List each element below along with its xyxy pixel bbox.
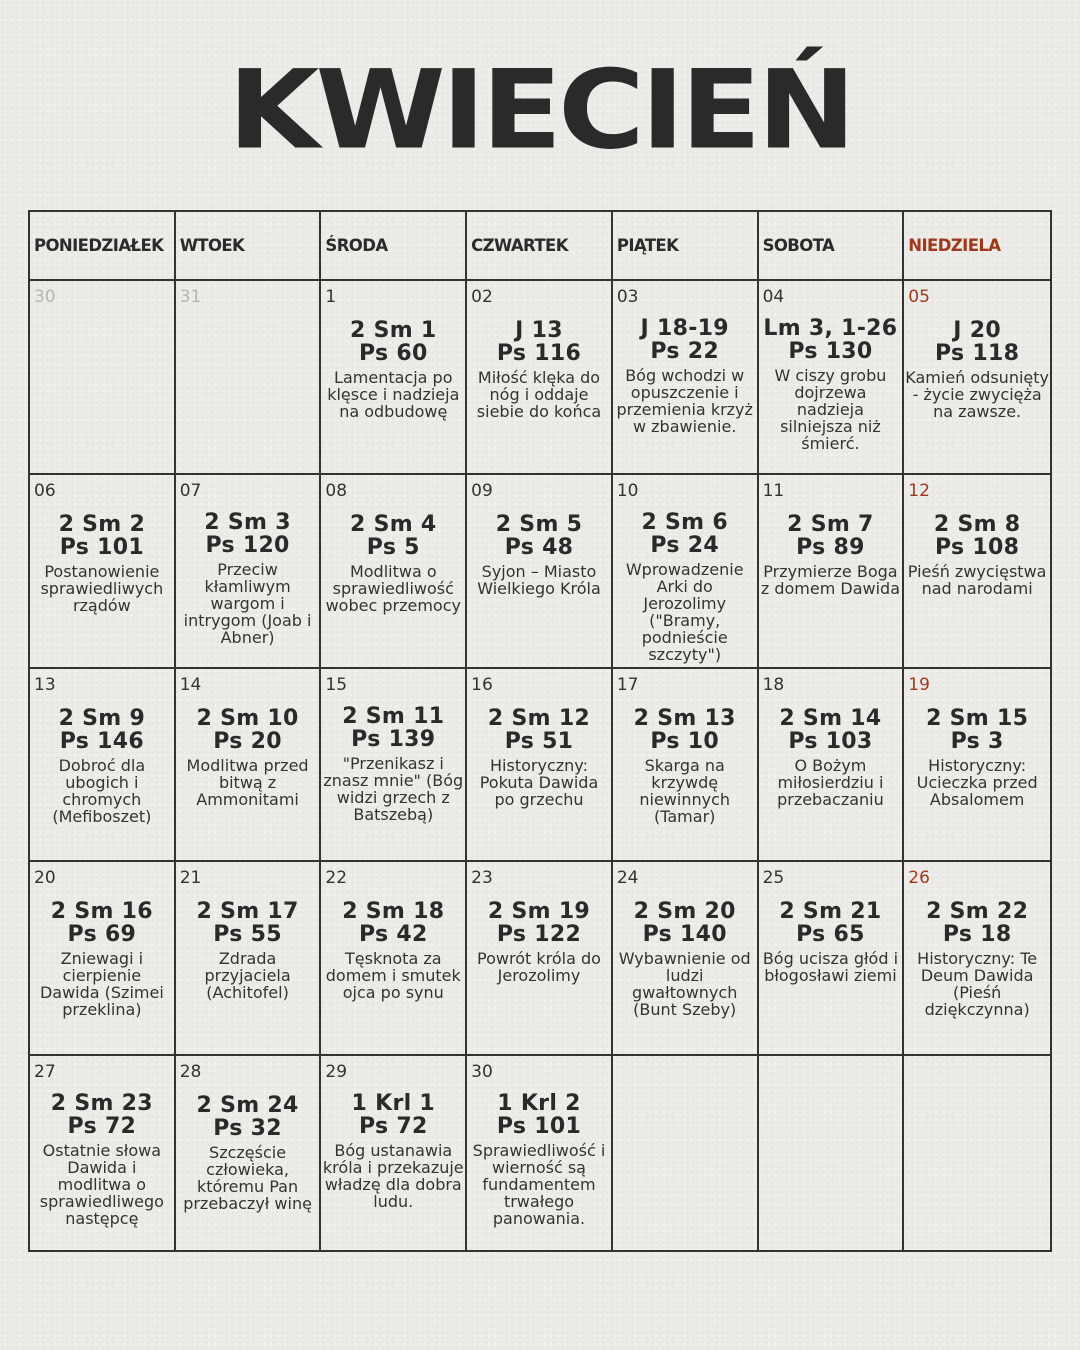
reading-book: 2 Sm 1: [350, 318, 437, 343]
reading-block: [176, 900, 320, 1001]
reading-block: [759, 707, 903, 808]
day-number: 23: [471, 868, 493, 889]
reading-description: Pieśń zwycięstwa nad narodami: [907, 561, 1047, 598]
weekday-header: ŚRODA: [321, 212, 467, 281]
weekday-header: WTOEK: [176, 212, 322, 281]
reading-book: 2 Sm 8: [933, 511, 1021, 537]
day-cell: [30, 281, 176, 475]
reading-psalm: Ps 140: [642, 922, 727, 948]
reading-book: 2 Sm 7: [787, 511, 874, 537]
reading-description: Sprawiedliwość i wierność są fundamentem trwałego panowania.: [472, 1141, 606, 1229]
reading-description: Kamień odsunięty - życie zwycięża na zawsze.: [905, 368, 1049, 421]
day-number: 22: [325, 868, 348, 889]
reading-block: [30, 707, 174, 825]
day-number: 11: [762, 480, 785, 501]
reading-book: 2 Sm 2: [58, 511, 146, 537]
day-cell: [613, 669, 759, 863]
reading-block: [176, 1094, 320, 1212]
reading-block: [904, 513, 1050, 597]
day-number: 15: [325, 674, 348, 695]
reading-block: [176, 511, 320, 646]
reading-book: 2 Sm 10: [196, 705, 299, 731]
day-number: 05: [908, 287, 930, 307]
reading-description: Historyczny: Ucieczka przed Absalomem: [916, 755, 1038, 809]
reading-book: 2 Sm 17: [196, 899, 299, 925]
reading-book: 2 Sm 19: [487, 899, 591, 925]
reading-block: [321, 705, 465, 823]
reading-block: [467, 513, 611, 597]
day-number: 1: [325, 287, 337, 307]
reading-book: 2 Sm 22: [926, 899, 1029, 925]
reading-psalm: Ps 139: [351, 726, 436, 752]
reading-block: [904, 900, 1050, 1018]
reading-description: Przymierze Boga z domem Dawida: [760, 561, 900, 598]
day-number: 30: [34, 287, 56, 307]
day-number: 27: [34, 1062, 56, 1083]
day-number: 02: [471, 287, 493, 307]
day-cell: [467, 669, 613, 863]
reading-book: 2 Sm 14: [779, 705, 882, 731]
day-number: 09: [471, 480, 493, 501]
reading-description: "Przenikasz i znasz mnie" (Bóg widzi grzech z Batszebą): [323, 753, 464, 824]
reading-psalm: Ps 20: [213, 728, 282, 754]
reading-book: 2 Sm 9: [58, 705, 146, 731]
day-number: 21: [179, 868, 202, 889]
empty-cell: [759, 1056, 905, 1250]
day-cell: [759, 475, 905, 669]
reading-psalm: Ps 18: [942, 922, 1012, 948]
reading-book: 1 Krl 1: [351, 1091, 436, 1117]
day-number: 18: [762, 674, 785, 695]
day-cell: [30, 669, 176, 863]
reading-block: [613, 707, 757, 825]
day-cell: [904, 281, 1050, 475]
reading-psalm: Ps 72: [358, 1114, 428, 1140]
day-cell: [467, 862, 613, 1056]
reading-block: [759, 317, 903, 452]
reading-book: 1 Krl 2: [497, 1091, 581, 1117]
day-cell: [321, 669, 467, 863]
reading-description: Wprowadzenie Arki do Jerozolimy ("Bramy, podnieście szczyty"): [625, 559, 744, 664]
reading-book: 2 Sm 6: [641, 509, 728, 535]
reading-psalm: Ps 69: [67, 922, 137, 948]
reading-psalm: Ps 101: [59, 534, 144, 560]
day-cell: [904, 862, 1050, 1056]
reading-description: Ostatnie słowa Dawida i modlitwa o sprawiedliwego następcę: [39, 1141, 164, 1229]
reading-book: J 20: [953, 318, 1001, 343]
reading-psalm: Ps 101: [496, 1114, 582, 1140]
reading-block: [467, 900, 611, 984]
reading-psalm: Ps 51: [504, 728, 574, 754]
reading-description: Bóg wchodzi w opuszczenie i przemienia krzyż w zbawienie.: [616, 366, 753, 436]
reading-description: Bóg ustanawia króla i przekazuje władzę dla dobra ludu.: [322, 1141, 464, 1212]
reading-psalm: Ps 22: [650, 339, 719, 364]
day-cell: [30, 862, 176, 1056]
day-cell: [176, 475, 322, 669]
reading-description: Bóg ucisza głód i błogosławi ziemi: [762, 949, 899, 986]
day-number: 25: [762, 868, 785, 889]
reading-book: 2 Sm 4: [350, 511, 437, 537]
reading-psalm: Ps 120: [205, 532, 290, 558]
day-number: 06: [34, 480, 56, 501]
reading-book: J 13: [515, 318, 563, 343]
day-cell: [176, 281, 322, 475]
day-cell: [759, 669, 905, 863]
reading-book: 2 Sm 21: [779, 899, 882, 925]
reading-book: 2 Sm 11: [342, 703, 445, 729]
weekday-header: PIĄTEK: [613, 212, 759, 281]
reading-block: [30, 900, 174, 1018]
day-number: 29: [325, 1062, 348, 1083]
day-cell: [467, 281, 613, 475]
reading-psalm: Ps 103: [788, 728, 873, 754]
reading-description: Modlitwa przed bitwą z Ammonitami: [186, 755, 309, 809]
reading-book: 2 Sm 3: [204, 509, 291, 535]
day-cell: [467, 475, 613, 669]
reading-book: 2 Sm 23: [50, 1091, 153, 1117]
reading-block: [613, 900, 757, 1018]
reading-block: [321, 513, 465, 614]
reading-psalm: Ps 60: [358, 341, 428, 366]
reading-book: 2 Sm 13: [633, 705, 736, 731]
weekday-header: PONIEDZIAŁEK: [30, 212, 176, 281]
reading-book: 2 Sm 20: [633, 899, 736, 925]
reading-psalm: Ps 65: [796, 922, 865, 948]
reading-block: [321, 319, 465, 420]
reading-description: Wybawnienie od ludzi gwałtownych (Bunt Szeby): [618, 949, 751, 1020]
reading-description: Postanowienie sprawiedliwych rządów: [40, 561, 164, 615]
reading-description: Zdrada przyjaciela (Achitofel): [204, 949, 291, 1003]
day-cell: [904, 669, 1050, 863]
reading-description: Dobroć dla ubogich i chromych (Mefiboszet): [52, 755, 152, 826]
reading-block: [904, 707, 1050, 808]
reading-psalm: Ps 122: [496, 922, 582, 948]
day-number: 19: [908, 674, 930, 695]
reading-psalm: Ps 89: [796, 534, 865, 560]
day-cell: [613, 281, 759, 475]
reading-block: [321, 1092, 465, 1210]
reading-block: [30, 1092, 174, 1227]
reading-description: O Bożym miłosierdziu i przebaczaniu: [777, 755, 884, 809]
day-number: 07: [179, 480, 202, 501]
reading-description: Lamentacja po klęsce i nadzieja na odbudowę: [327, 368, 460, 421]
reading-block: [759, 900, 903, 984]
reading-block: [467, 707, 611, 808]
day-number: 24: [616, 868, 639, 889]
reading-book: 2 Sm 24: [196, 1093, 299, 1119]
weekday-header: NIEDZIELA: [904, 212, 1050, 281]
reading-book: 2 Sm 16: [50, 899, 153, 925]
day-number: 16: [471, 674, 493, 695]
reading-description: Powrót króla do Jerozolimy: [477, 949, 601, 986]
day-number: 03: [616, 287, 639, 307]
weekday-header: CZWARTEK: [467, 212, 613, 281]
day-number: 17: [616, 674, 639, 695]
reading-description: Szczęście człowieka, któremu Pan przebaczył winę: [183, 1143, 312, 1214]
reading-block: [613, 511, 757, 663]
reading-block: [613, 317, 757, 435]
reading-book: 2 Sm 5: [495, 511, 583, 537]
reading-block: [759, 513, 903, 597]
reading-block: [467, 1092, 611, 1227]
reading-psalm: Ps 118: [935, 341, 1020, 366]
day-number: 26: [908, 868, 930, 889]
day-number: 12: [908, 480, 930, 501]
weekday-header: SOBOTA: [759, 212, 905, 281]
reading-block: [176, 707, 320, 808]
reading-description: W ciszy grobu dojrzewa nadzieja silniejsza niż śmierć.: [774, 366, 887, 453]
reading-description: Tęsknota za domem i smutek ojca po synu: [325, 949, 461, 1003]
day-cell: [613, 862, 759, 1056]
day-cell: [30, 475, 176, 669]
reading-book: 2 Sm 18: [342, 899, 445, 925]
empty-cell: [613, 1056, 759, 1250]
reading-book: Lm 3, 1-26: [763, 316, 898, 341]
day-number: 30: [471, 1062, 493, 1083]
reading-description: Przeciw kłamliwym wargom i intrygom (Joab i Abner): [183, 559, 312, 647]
reading-block: [30, 513, 174, 614]
page-title: KWIECIEŃ: [228, 46, 852, 174]
reading-psalm: Ps 116: [496, 341, 582, 366]
day-cell: [467, 1056, 613, 1250]
reading-psalm: Ps 24: [650, 532, 719, 558]
day-cell: [176, 1056, 322, 1250]
empty-cell: [904, 1056, 1050, 1250]
day-cell: [176, 862, 322, 1056]
day-cell: [321, 1056, 467, 1250]
reading-psalm: Ps 48: [504, 534, 574, 560]
reading-book: 2 Sm 12: [487, 705, 591, 731]
reading-block: [467, 319, 611, 420]
day-cell: [321, 281, 467, 475]
reading-psalm: Ps 32: [213, 1116, 282, 1142]
reading-psalm: Ps 72: [67, 1114, 137, 1140]
day-number: 20: [34, 868, 56, 889]
day-number: 10: [616, 480, 639, 501]
reading-psalm: Ps 55: [213, 922, 282, 948]
day-number: 31: [179, 287, 202, 307]
calendar-grid: [28, 210, 1052, 1252]
reading-description: Syjon – Miasto Wielkiego Króla: [477, 561, 601, 598]
day-number: 04: [762, 287, 785, 307]
reading-description: Skarga na krzywdę niewinnych (Tamar): [639, 755, 731, 826]
reading-psalm: Ps 42: [358, 922, 428, 948]
reading-psalm: Ps 5: [366, 534, 420, 560]
day-cell: [759, 281, 905, 475]
day-cell: [613, 475, 759, 669]
reading-psalm: Ps 108: [935, 534, 1020, 560]
day-cell: [321, 475, 467, 669]
reading-book: 2 Sm 15: [926, 705, 1029, 731]
reading-description: Miłość klęka do nóg i oddaje siebie do końca: [476, 368, 602, 421]
reading-block: [321, 900, 465, 1001]
reading-psalm: Ps 3: [950, 728, 1004, 754]
day-cell: [904, 475, 1050, 669]
day-cell: [321, 862, 467, 1056]
reading-book: J 18-19: [640, 316, 729, 341]
day-cell: [176, 669, 322, 863]
day-cell: [759, 862, 905, 1056]
day-number: 28: [179, 1062, 202, 1083]
reading-description: Historyczny: Pokuta Dawida po grzechu: [479, 755, 599, 809]
reading-psalm: Ps 10: [650, 728, 719, 754]
day-cell: [30, 1056, 176, 1250]
reading-block: [904, 319, 1050, 420]
reading-description: Historyczny: Te Deum Dawida (Pieśń dziękczynna): [917, 949, 1038, 1020]
day-number: 14: [179, 674, 202, 695]
reading-psalm: Ps 146: [59, 728, 144, 754]
reading-description: Zniewagi i cierpienie Dawida (Szimei przeklina): [39, 949, 164, 1020]
day-number: 13: [34, 674, 56, 695]
day-number: 08: [325, 480, 348, 501]
reading-description: Modlitwa o sprawiedliwość wobec przemocy: [325, 561, 461, 615]
reading-psalm: Ps 130: [788, 339, 873, 364]
